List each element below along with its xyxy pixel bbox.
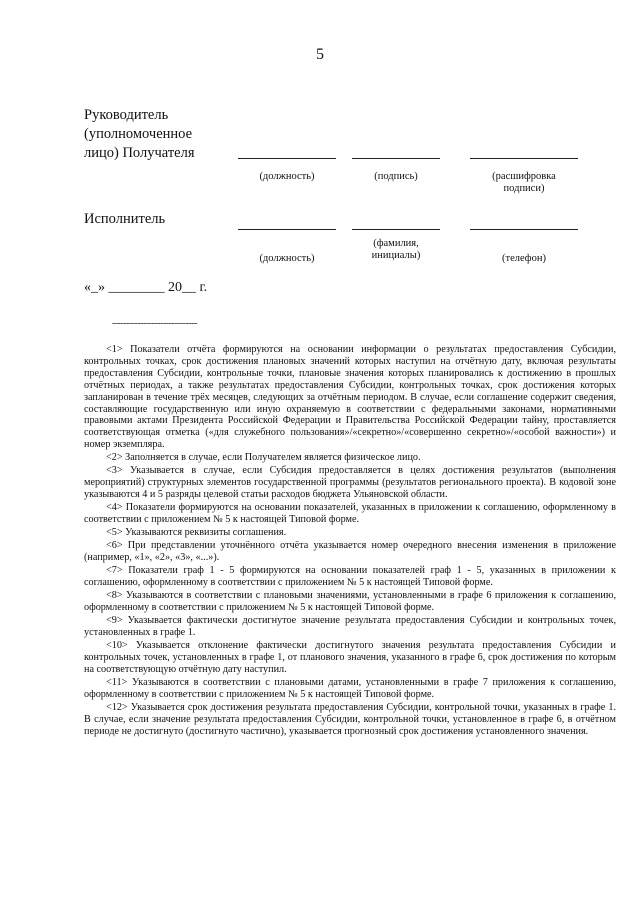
head-title-line: Руководитель [84, 107, 169, 123]
footnote-4: <4> Показатели формируются на основании показателей, указанных в приложении к соглашению, оформленному в соответствии с приложением № 5 к настоящей Типовой форме. [84, 502, 616, 526]
footnote-10: <10> Указывается отклонение фактически достигнутого значения результата предоставления Субсидии и контрольных точек, установленных в графе 1, от планового значения, указанного в графе 6, срок достижения по которым на соответствующую отчётную дату наступил. [84, 640, 616, 676]
footnote-9: <9> Указывается фактически достигнутое значение результата предоставления Субсидии и контрольных точек, установленных в графе 1. [84, 615, 616, 639]
executor-phone-caption: (телефон) [502, 253, 546, 264]
footnote-7: <7> Показатели граф 1 - 5 формируются на основании показателей граф 1 - 5, указанных в приложении к соглашению, оформленному в соответствии с приложением № 5 к настоящей Типовой форме. [84, 565, 616, 589]
footnotes [84, 344, 616, 739]
footnote-3: <3> Указывается в случае, если Субсидия предоставляется в целях достижения результатов (выполнения мероприятий) структурных элементов государственной программы (результатов регионального проекта). В кодовой зоне указываются 4 и 5 разряды целевой статьи расходов бюджета Ульяновской области. [84, 465, 616, 501]
date-line: «_» ________ 20__ г. [84, 280, 208, 295]
decoding-caption-line: (расшифровка [492, 171, 556, 182]
footnote-12: <12> Указывается срок достижения результата предоставления Субсидии, контрольной точки, указанных в графе 1. В случае, если значение результата предоставления Субсидии, контрольной точки, установленное в графе 6, в отчётном периоде не достигнуто (достигнуто частично), указывается прогнозный срок достижения установленного значения. [84, 702, 616, 738]
footnote-5: <5> Указываются реквизиты соглашения. [106, 527, 287, 539]
footnote-11: <11> Указываются в соответствии с плановыми датами, установленными в графе 7 приложения к соглашению, оформленному в соответствии с приложением № 5 к настоящей Типовой форме. [84, 677, 616, 701]
head-title-line: лицо) Получателя [84, 145, 195, 161]
executor-position-line [238, 229, 336, 230]
executor-name-line [352, 229, 440, 230]
footnote-separator: ------------------------------ [112, 318, 197, 329]
footnote-8: <8> Указываются в соответствии с плановыми значениями, установленными в графе 6 приложения к соглашению, оформленному в соответствии с приложением № 5 к настоящей Типовой форме. [84, 590, 616, 614]
executor-name-caption-line: (фамилия, [373, 238, 419, 249]
executor-name-caption [352, 238, 440, 262]
position-signature-line [238, 158, 336, 159]
signature-line [352, 158, 440, 159]
page-number: 5 [316, 46, 324, 63]
decoding-caption [470, 171, 578, 195]
executor-phone-line [470, 229, 578, 230]
head-title [84, 106, 195, 163]
decoding-caption-line: подписи) [503, 183, 545, 194]
signature-caption: (подпись) [374, 171, 418, 182]
executor-name-caption-line: инициалы) [371, 250, 421, 261]
footnote-2: <2> Заполняется в случае, если Получателем является физическое лицо. [106, 452, 421, 464]
footnote-6: <6> При представлении уточнённого отчёта указывается номер очередного внесения изменения в приложение (например, «1», «2», «3», «...»). [84, 540, 616, 564]
executor-title: Исполнитель [84, 211, 166, 227]
executor-position-caption: (должность) [259, 253, 315, 264]
position-caption: (должность) [259, 171, 315, 182]
head-title-line: (уполномоченное [84, 126, 193, 142]
decoding-signature-line [470, 158, 578, 159]
footnote-1: <1> Показатели отчёта формируются на основании информации о результатах предоставления Субсидии, контрольных точках, срок достижения плановых значений которых наступил на отчётную дату, включая результаты предоставления Субсидии, контрольные точки, плановые значения которых планировались к достижению в прошлых отчётных периодах, а также результатах предоставления Субсидии, контрольных точках, срок достижения которых запланирован в течение трёх месяцев, следующих за отчётным периодом. В случае, если соглашение содержит сведения, составляющие государственную или иную охраняемую в соответствии с федеральными законами, нормативными правовыми актами Президента Российской Федерации и Правительства Российской Федерации тайну, проставляется соответствующая отметка («для служебного пользования»/«секретно»/«совершенно секретно»/«особой важности») и номер экземпляра. [84, 344, 616, 451]
